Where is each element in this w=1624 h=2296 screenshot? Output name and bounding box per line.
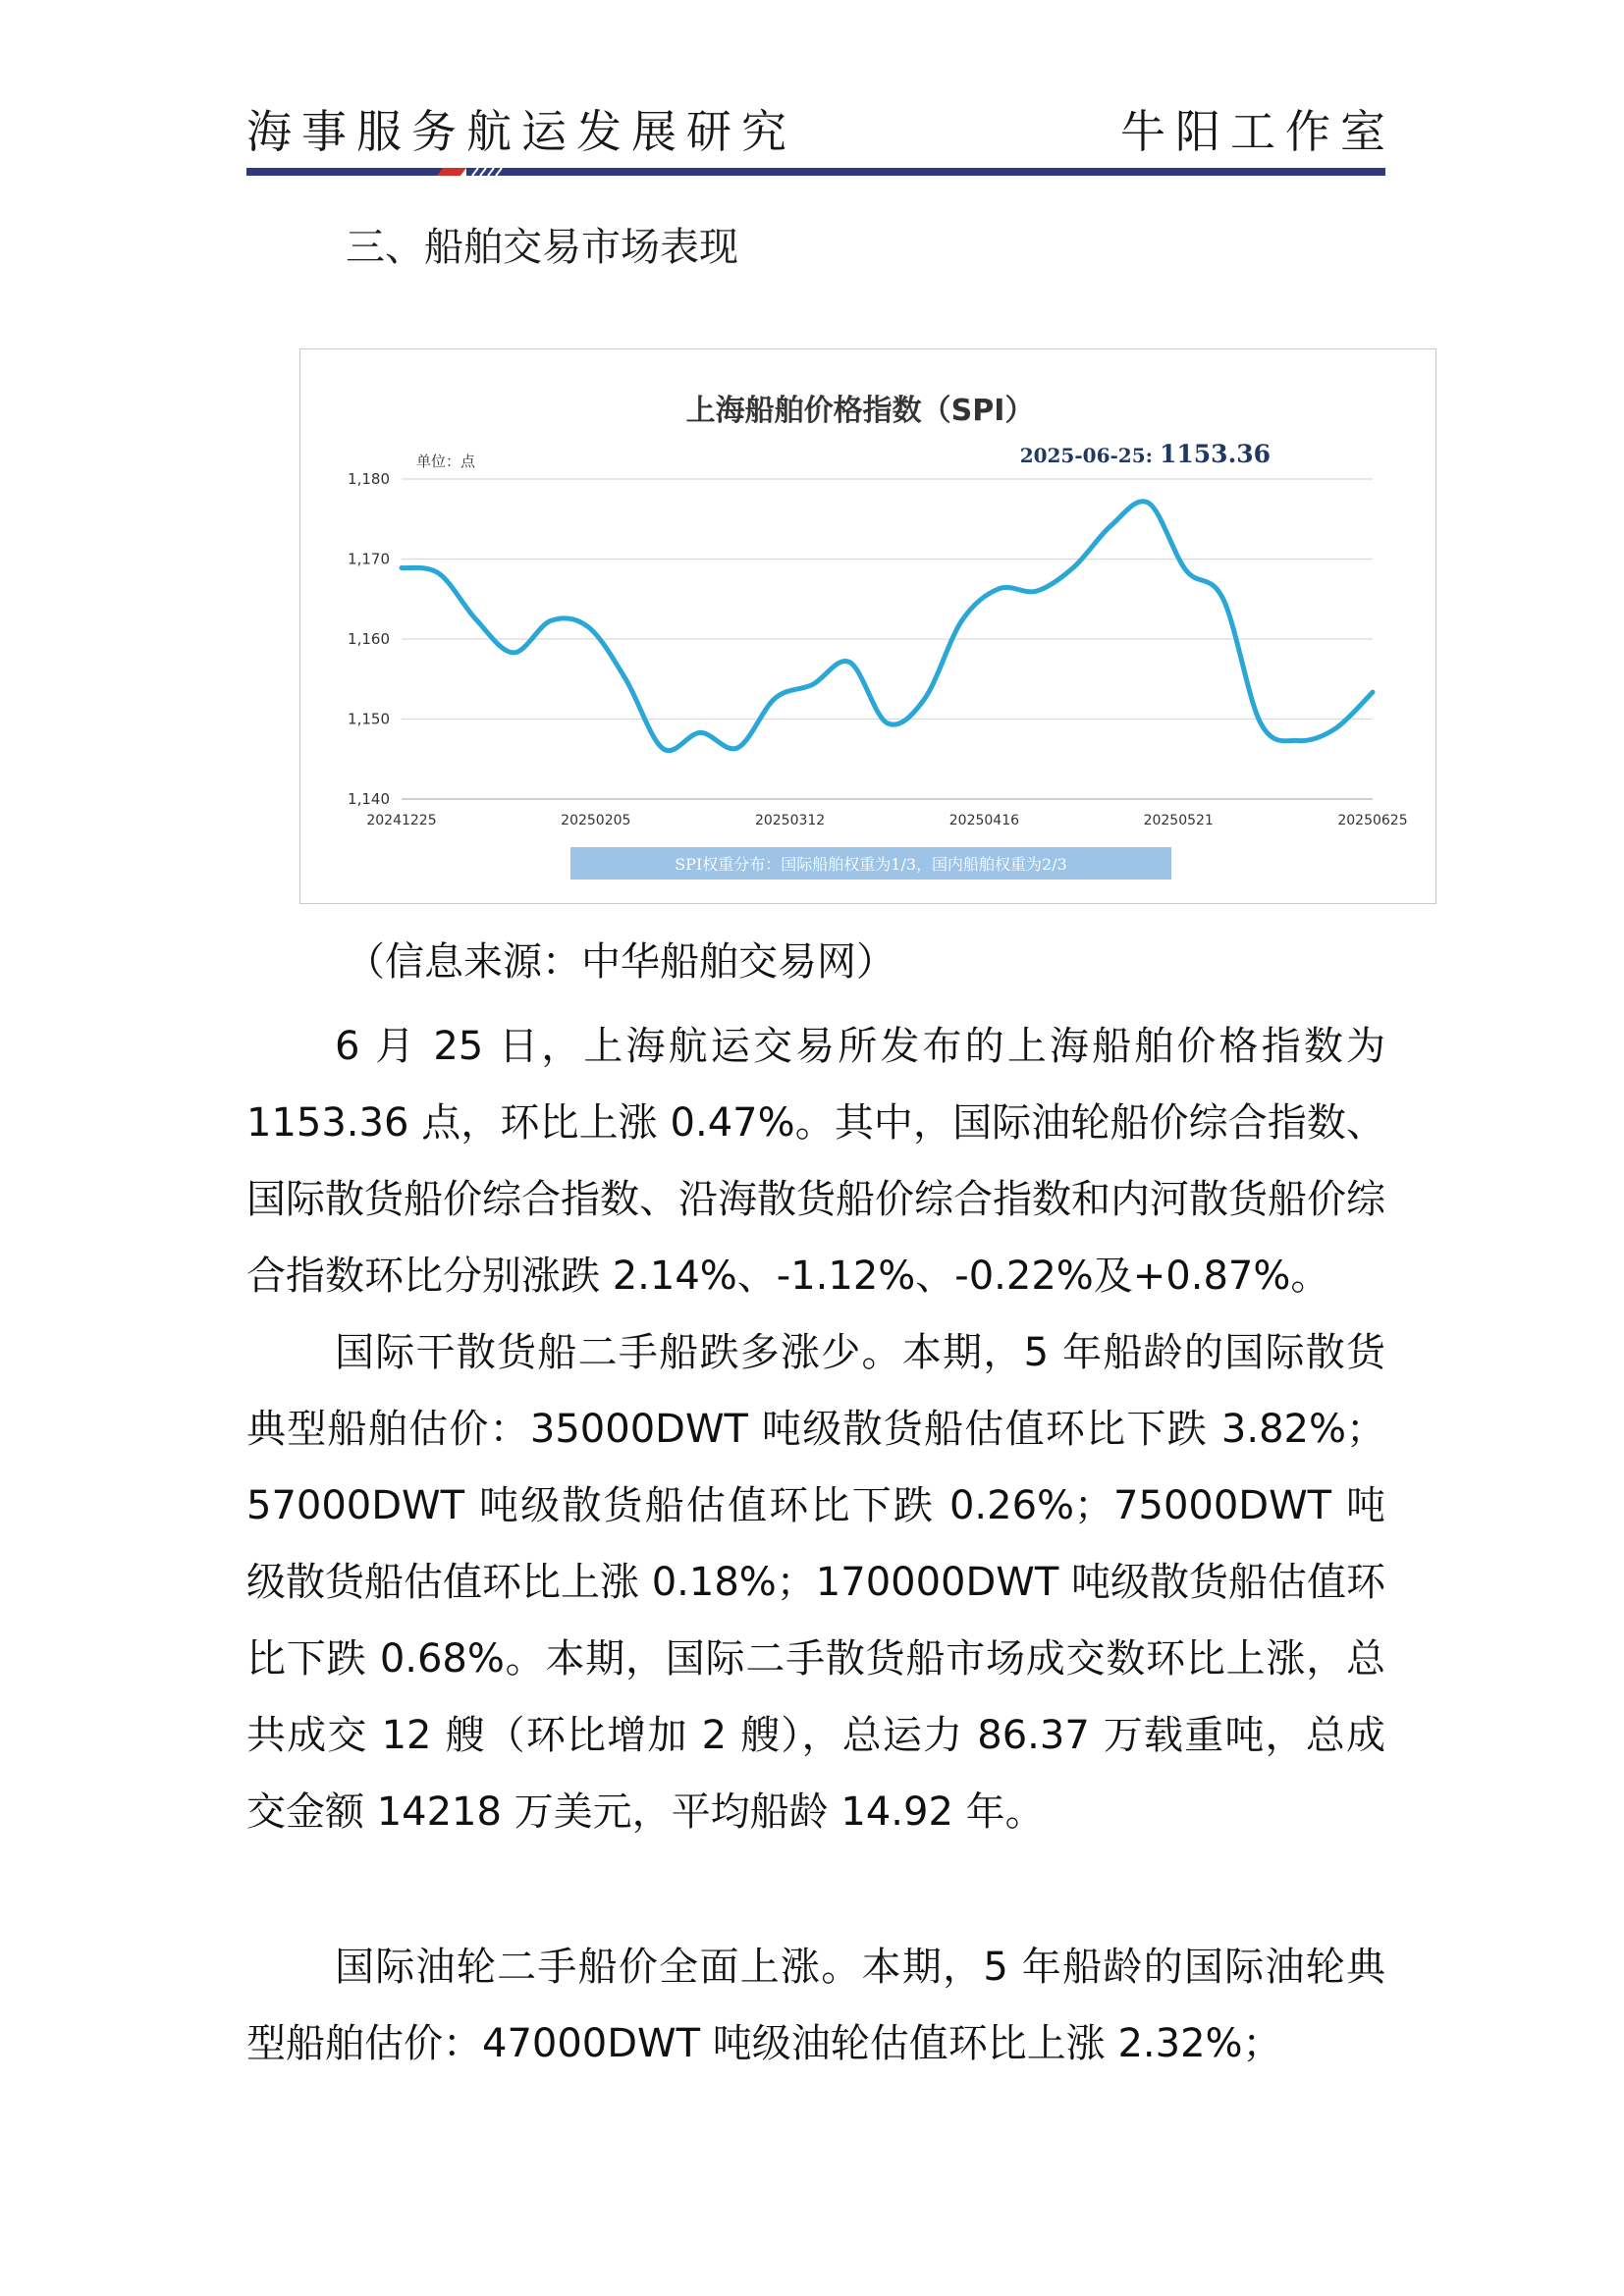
chart-title: 上海船舶价格指数（SPI）: [685, 394, 1035, 428]
y-tick-label: 1,150: [348, 710, 390, 728]
y-tick-label: 1,140: [348, 790, 390, 808]
spi-chart: [299, 348, 1436, 904]
header-left-title: 海事服务航运发展研究: [246, 105, 796, 158]
section-title: 三、船舶交易市场表现: [346, 225, 738, 270]
chart-latest-date: 2025-06-25:: [1019, 444, 1153, 467]
header-rule: [246, 168, 1385, 176]
chart-footnote: SPI权重分布：国际船舶权重为1/3，国内船舶权重为2/3: [675, 855, 1067, 874]
chart-x-ticks: [366, 813, 1407, 828]
chart-unit-label: 单位：点: [416, 453, 476, 470]
x-tick-label: 20250521: [1143, 813, 1214, 828]
page-header: [246, 96, 1395, 158]
paragraph-1: 6 月 25 日，上海航运交易所发布的上海船舶价格指数为 1153.36 点，环比上涨 0.47%。其中，国际油轮船价综合指数、国际散货船价综合指数、沿海散货船价综合指数和内河散货船价综合指数环比分别涨跌 2.14%、-1.12%、-0.22%及+0.87%。: [246, 1024, 1385, 1299]
chart-gridlines: [402, 479, 1373, 799]
x-tick-label: 20250205: [561, 813, 631, 828]
source-note: （信息来源：中华船舶交易网）: [346, 939, 895, 985]
y-tick-label: 1,160: [348, 630, 390, 648]
x-tick-label: 20250312: [754, 813, 826, 828]
x-tick-label: 20250416: [948, 813, 1020, 828]
x-tick-label: 20241225: [366, 813, 437, 828]
spi-series-line: [402, 502, 1373, 751]
chart-series-layer: [402, 502, 1373, 751]
x-tick-label: 20250625: [1337, 813, 1408, 828]
paragraph-3: 国际油轮二手船价全面上涨。本期，5 年船龄的国际油轮典型船舶估价：47000DWT 吨级油轮估值环比上涨 2.32%；: [246, 1945, 1385, 2066]
chart-y-ticks: [348, 470, 390, 808]
spi-chart-svg: [300, 349, 1435, 903]
y-tick-label: 1,180: [348, 470, 390, 488]
chart-latest-value: 1153.36: [1160, 440, 1272, 468]
y-tick-label: 1,170: [348, 550, 390, 568]
paragraph-2: 国际干散货船二手船跌多涨少。本期，5 年船龄的国际散货典型船舶估价：35000DWT 吨级散货船估值环比下跌 3.82%；57000DWT 吨级散货船估值环比下跌 0.26%；75000DWT 吨级散货船估值环比上涨 0.18%；170000DWT 吨级散货船估值环比下跌 0.68%。本期，国际二手散货船市场成交数环比上涨，总共成交 12 艘（环比增加 2 艘），总运力 86.37 万载重吨，总成交金额 14218 万美元，平均船龄 14.92 年。: [246, 1330, 1385, 1835]
header-right-title: 牛阳工作室: [1120, 105, 1395, 158]
